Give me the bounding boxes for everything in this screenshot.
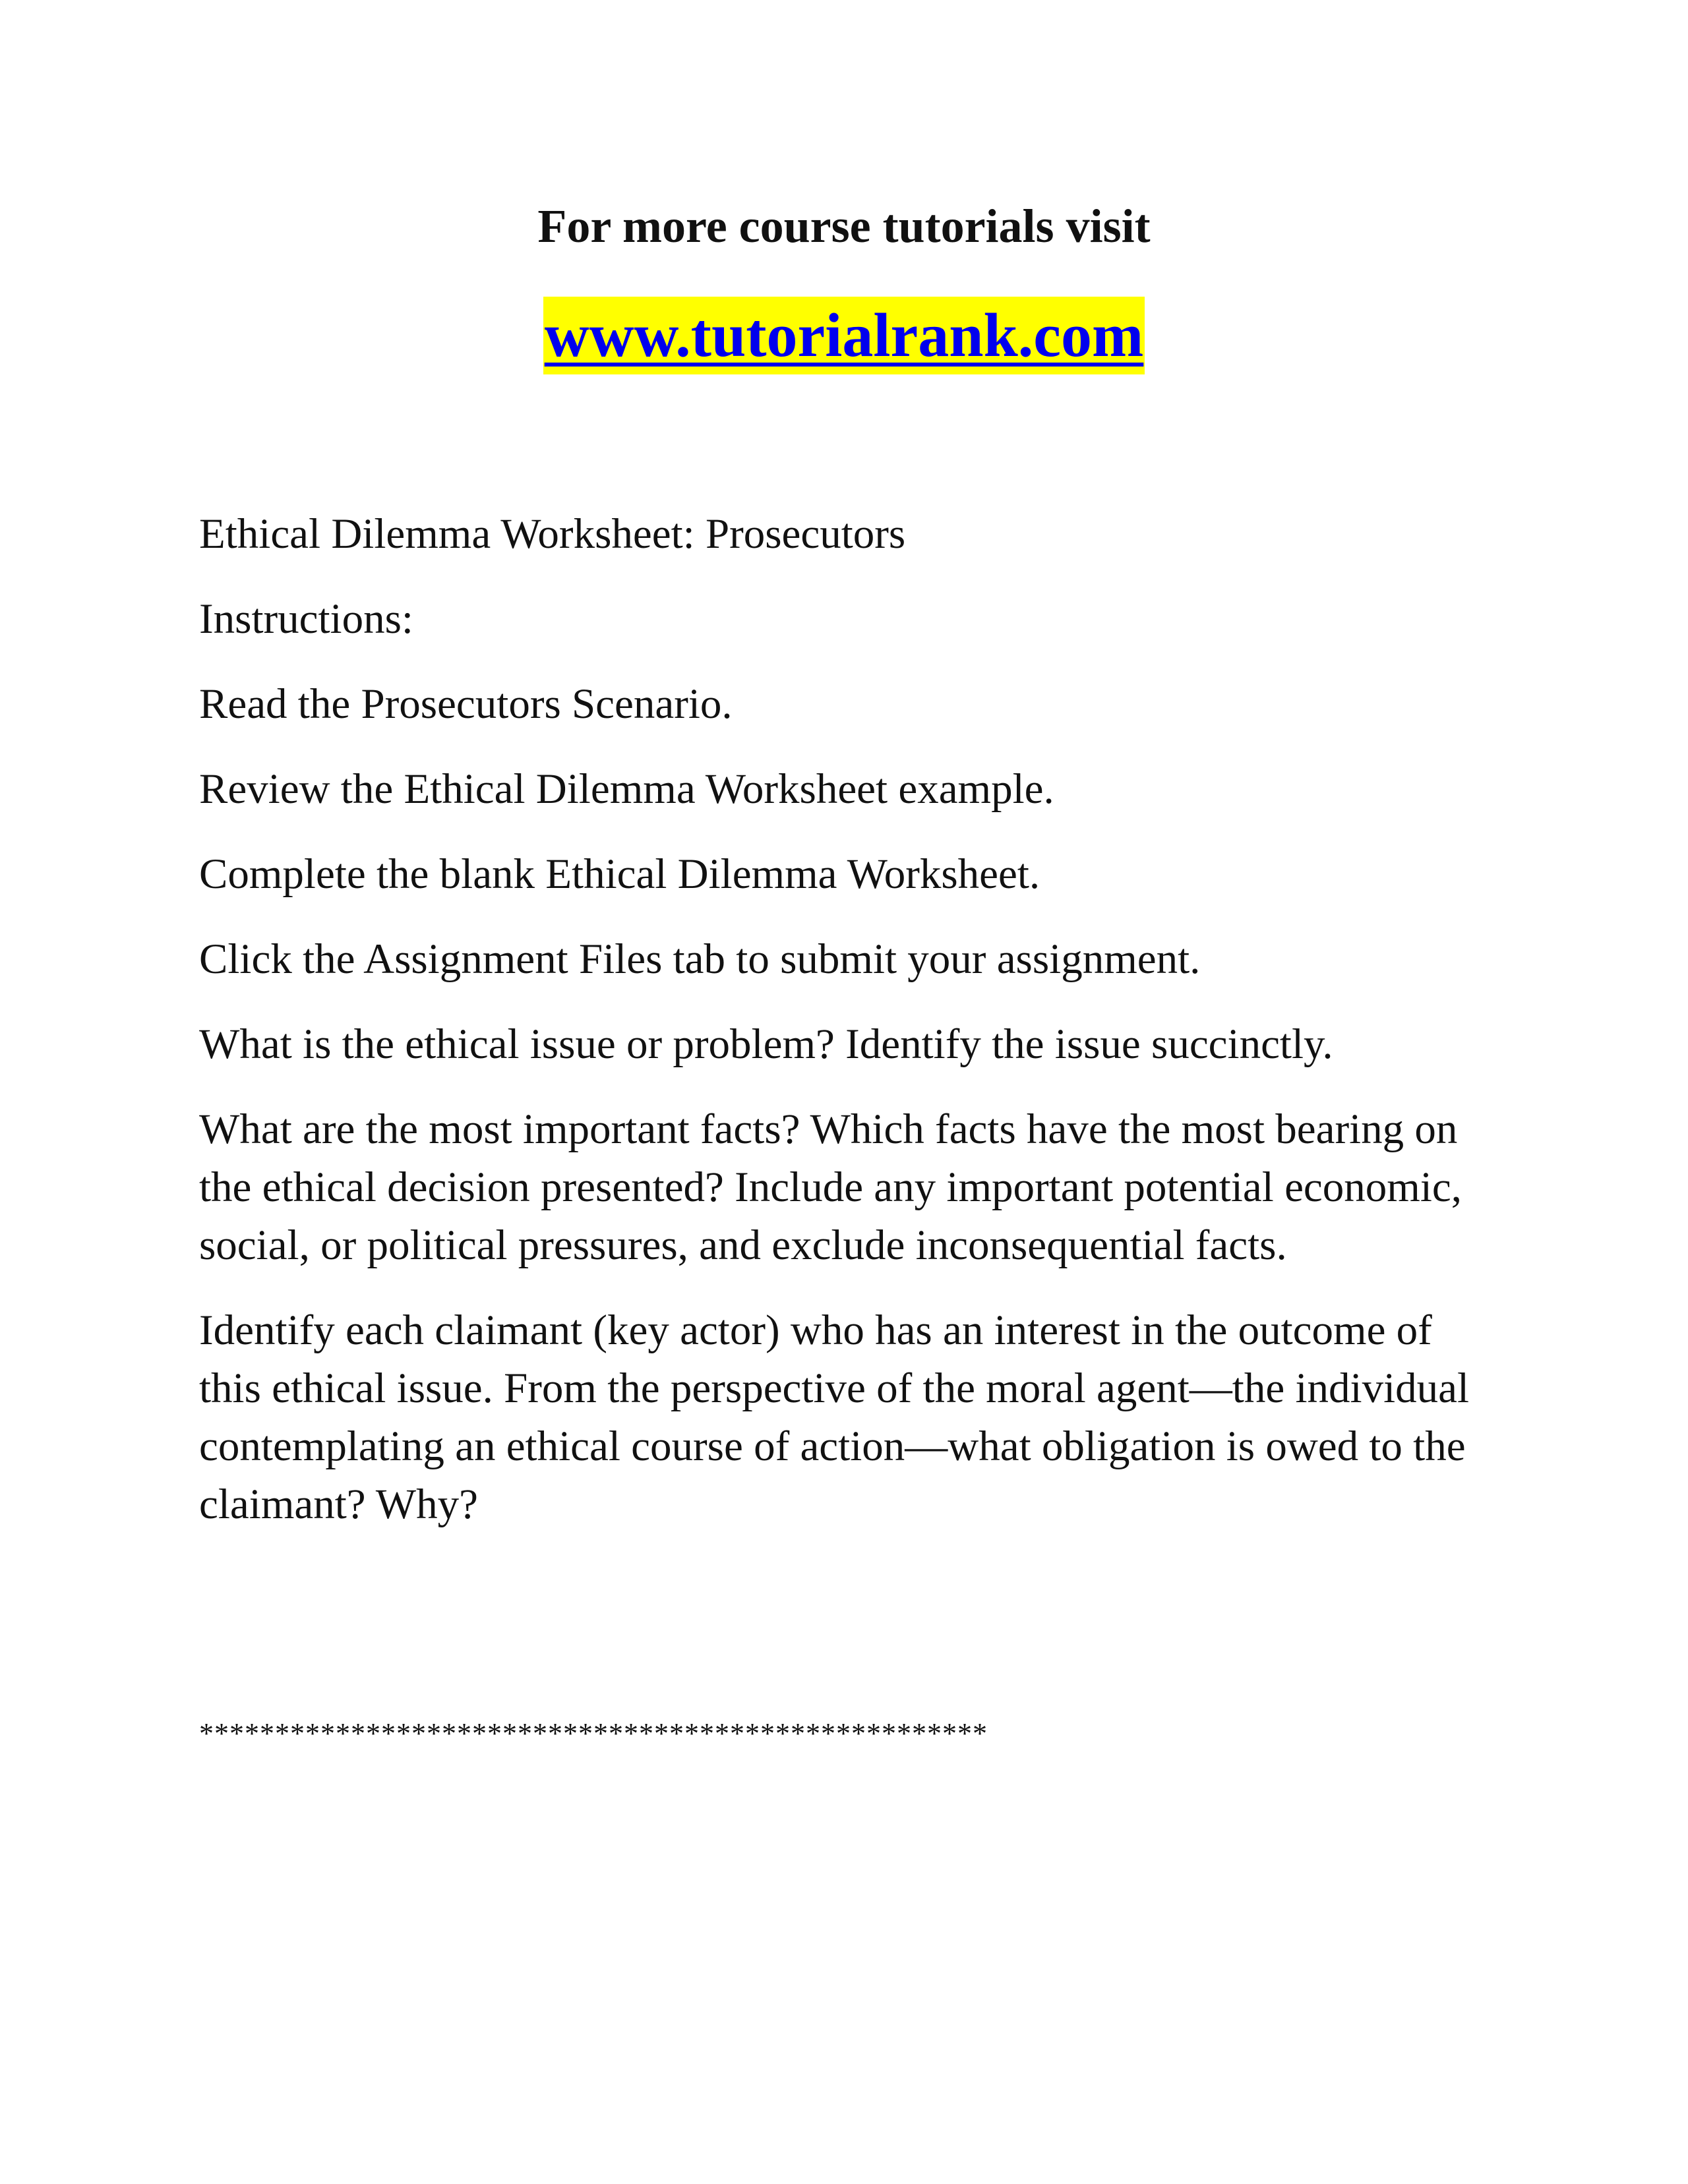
document-body xyxy=(199,505,1492,1560)
promo-tagline: For more course tutorials visit xyxy=(537,200,1151,252)
question-paragraph: What is the ethical issue or problem? Identify the issue succinctly. xyxy=(199,1020,1333,1068)
instruction-item: Read the Prosecutors Scenario. xyxy=(199,680,733,728)
asterisk-separator: **************************************************** xyxy=(199,1717,988,1750)
instructions-heading: Instructions: xyxy=(199,595,413,643)
document-title: Ethical Dilemma Worksheet: Prosecutors xyxy=(199,510,906,558)
instruction-item: Click the Assignment Files tab to submit your assignment. xyxy=(199,935,1201,983)
promo-link-container xyxy=(0,297,1688,374)
tutorial-site-link[interactable]: www.tutorialrank.com xyxy=(543,297,1145,374)
question-paragraph: What are the most important facts? Which facts have the most bearing on the ethical decision presented? Include any important potential economic, social, or political pressures, and exclude inconsequential facts. xyxy=(199,1106,1462,1269)
question-paragraph: Identify each claimant (key actor) who has an interest in the outcome of this ethical issue. From the perspective of the moral agent—the individual contemplating an ethical course of action—what obligation is owed to the claimant? Why? xyxy=(199,1307,1470,1528)
instruction-item: Complete the blank Ethical Dilemma Worksheet. xyxy=(199,850,1040,898)
instruction-item: Review the Ethical Dilemma Worksheet example. xyxy=(199,765,1054,813)
